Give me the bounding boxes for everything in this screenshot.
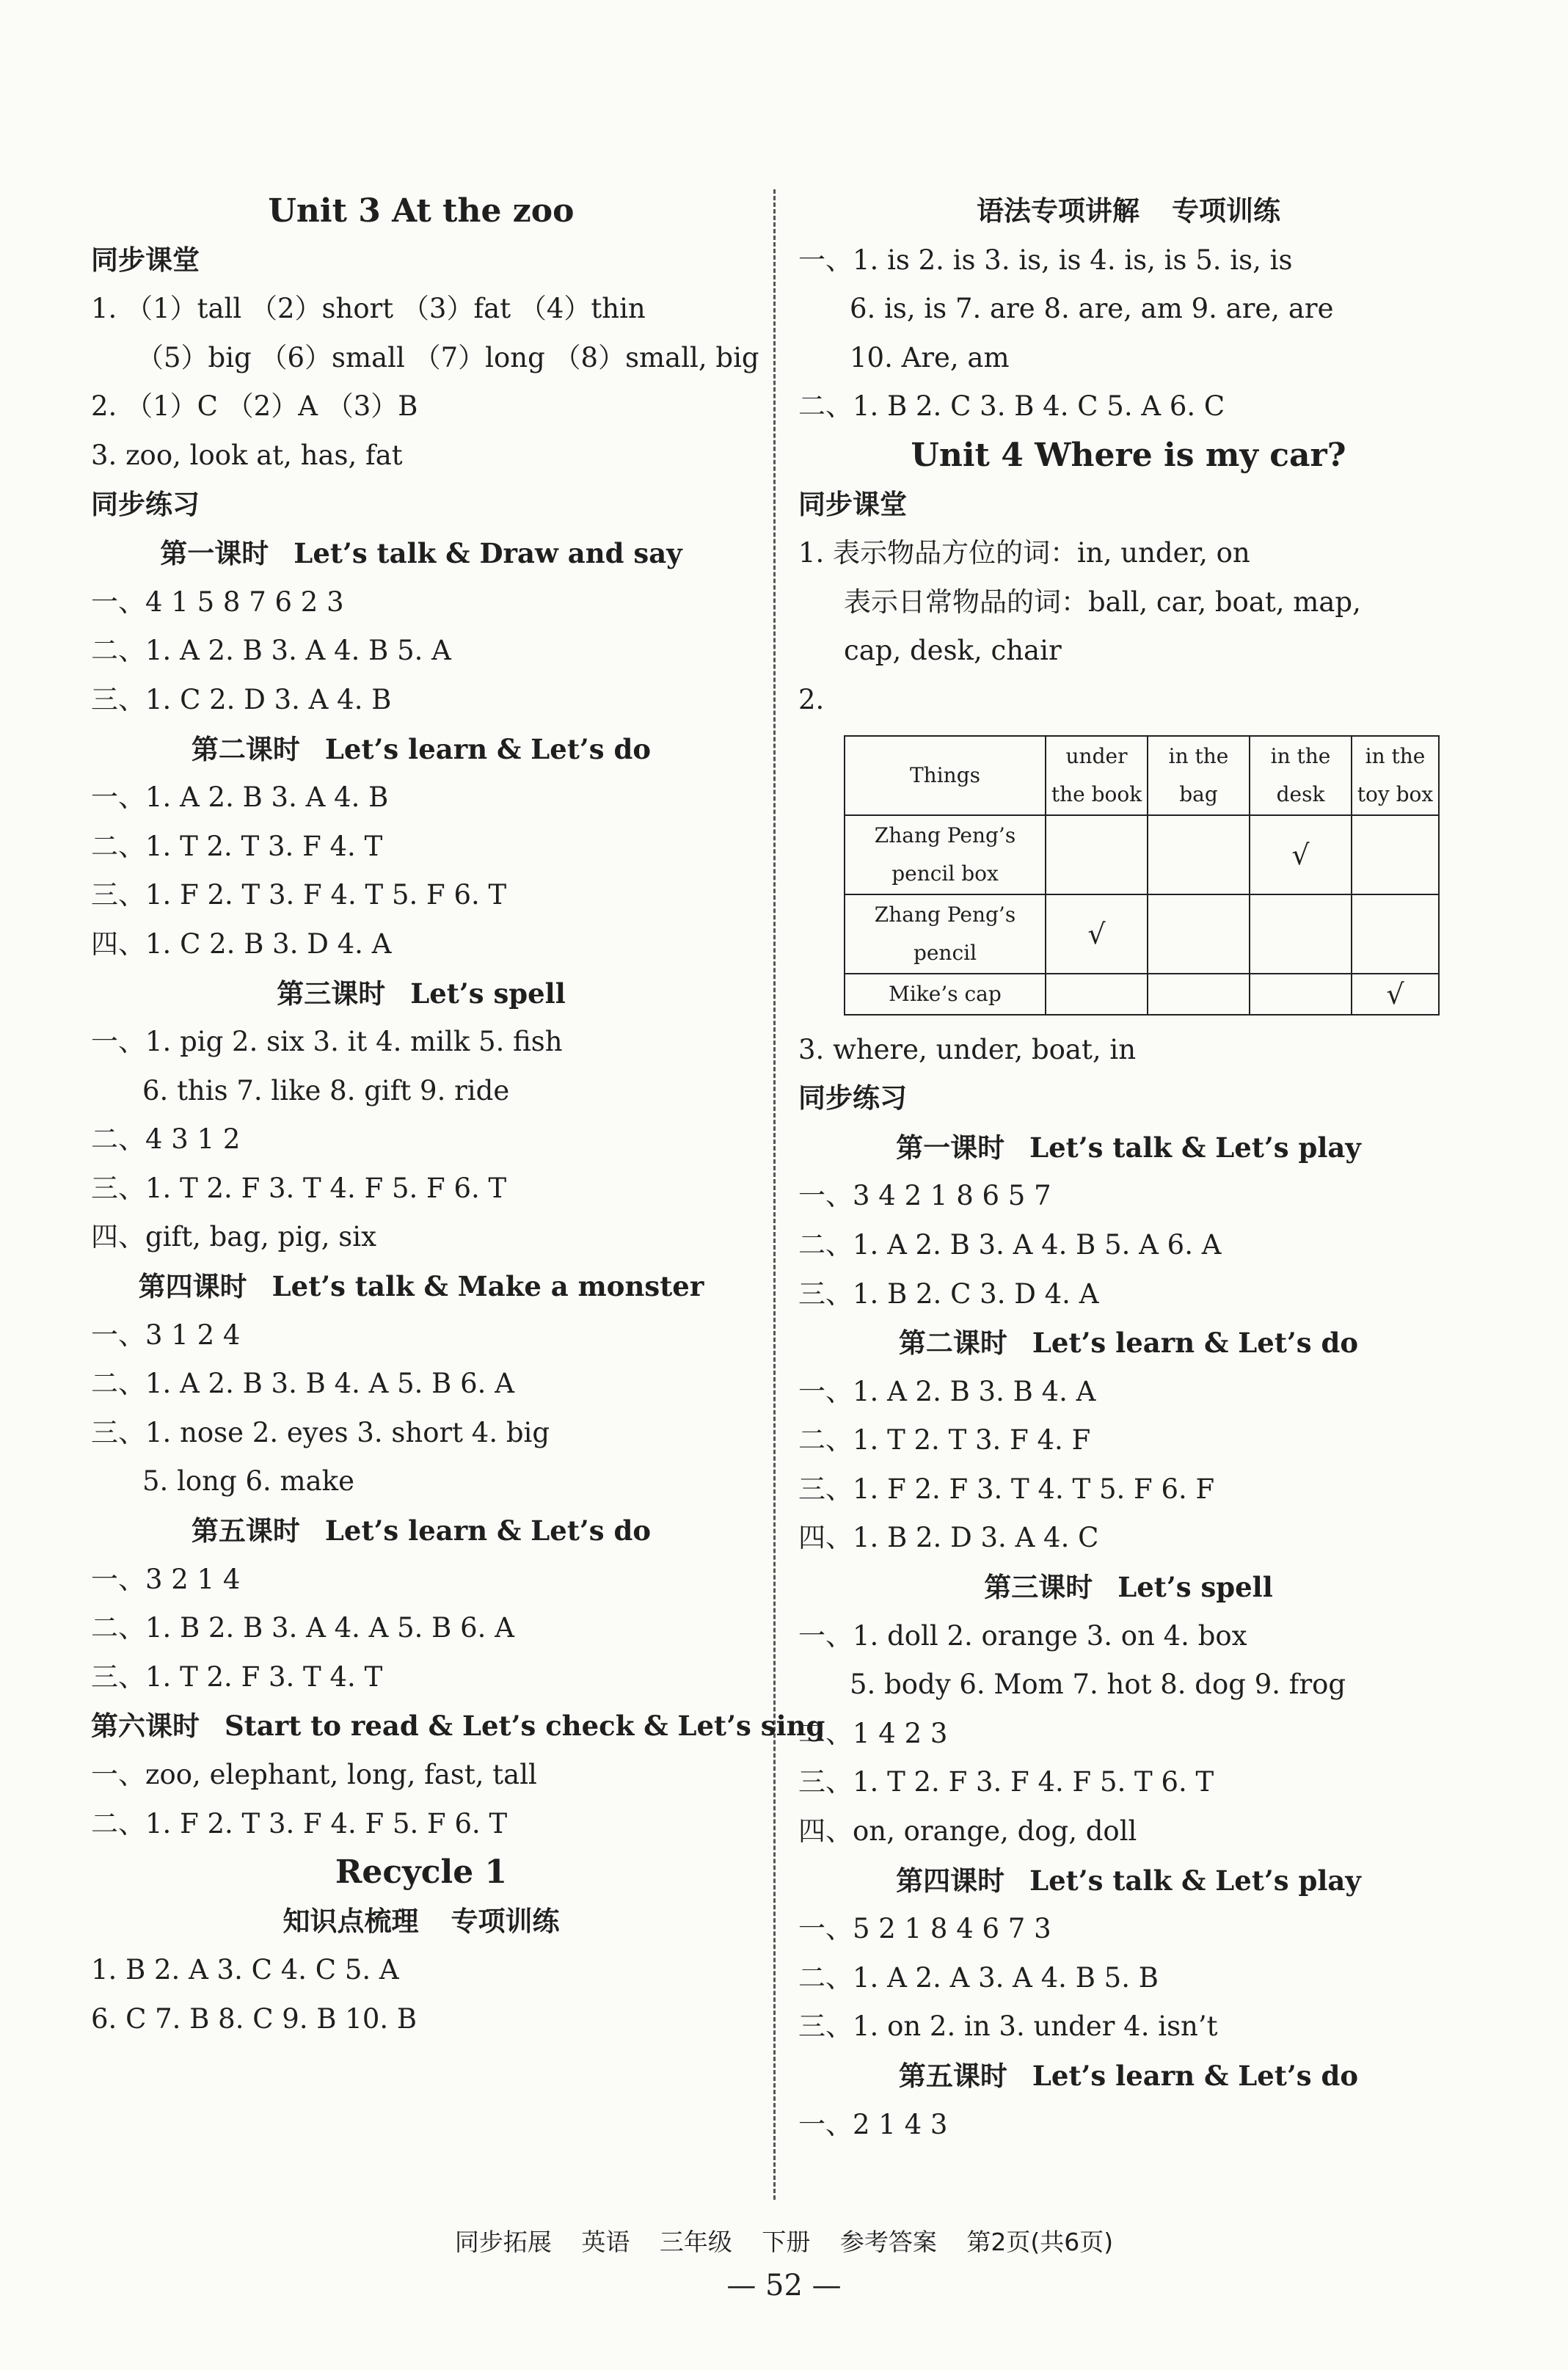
check-mark: √ [1250, 815, 1352, 894]
answer-line: 三、1. on 2. in 3. under 4. isn’t [798, 2010, 1218, 2043]
answer-line: 二、1. F 2. T 3. F 4. F 5. F 6. T [91, 1807, 508, 1840]
answer-line: 三、1. T 2. F 3. T 4. F 5. F 6. T [91, 1172, 507, 1204]
answer-line: 2. （1）C （2）A （3）B [91, 390, 418, 423]
answer-line: 二、1. T 2. T 3. F 4. T [91, 830, 383, 862]
lesson-heading: 第四课时 Let’s talk & Let’s play [896, 1864, 1361, 1897]
table-header: Things [845, 736, 1046, 815]
table-row [845, 894, 1439, 974]
left-column [91, 187, 825, 2044]
answer-line: 三、1. F 2. F 3. T 4. T 5. F 6. F [798, 1473, 1215, 1505]
answer-line: 一、zoo, elephant, long, fast, tall [91, 1759, 537, 1790]
table-cell [1148, 894, 1250, 974]
table-cell [1250, 894, 1352, 974]
table-header: in the toy box [1352, 736, 1439, 815]
answer-line: 1. 表示物品方位的词：in, under, on [798, 537, 1250, 569]
table-cell [1148, 815, 1250, 894]
table-header: under the book [1046, 736, 1148, 815]
answer-line: 二、1. A 2. B 3. A 4. B 5. A [91, 635, 451, 667]
answer-line: 1. （1）tall （2）short （3）fat （4）thin [91, 293, 646, 325]
table-row [845, 815, 1439, 894]
lesson-heading: 第一课时 Let’s talk & Draw and say [160, 537, 682, 570]
answer-line: 一、3 4 2 1 8 6 5 7 [798, 1180, 1051, 1212]
answer-line: cap, desk, chair [844, 635, 1062, 667]
answer-line: 四、gift, bag, pig, six [91, 1221, 376, 1253]
answer-line: 一、1. is 2. is 3. is, is 4. is, is 5. is, is [798, 244, 1293, 276]
answer-line: 二、1. T 2. T 3. F 4. F [798, 1424, 1091, 1456]
answer-line: 3. zoo, look at, has, fat [91, 439, 403, 471]
table-cell [1148, 974, 1250, 1015]
table-cell [1046, 815, 1148, 894]
lesson-heading: 第三课时 Let’s spell [277, 977, 566, 1010]
answer-line: 5. body 6. Mom 7. hot 8. dog 9. frog [850, 1669, 1346, 1701]
answer-line: 一、2 1 4 3 [798, 2108, 948, 2140]
answer-line: 三、1. T 2. F 3. T 4. T [91, 1660, 383, 1693]
answer-line: 10. Are, am [850, 341, 1010, 373]
lesson-heading: 第五课时 Let’s learn & Let’s do [898, 2060, 1359, 2092]
answer-line: 二、1. A 2. B 3. A 4. B 5. A 6. A [798, 1228, 1222, 1261]
footer-book: 同步拓展 [454, 2228, 552, 2256]
right-column [798, 187, 1459, 2149]
answer-line: 一、3 2 1 4 [91, 1563, 241, 1595]
column-divider [773, 189, 776, 2200]
footer-page-of: 第2页(共6页) [966, 2228, 1114, 2256]
lesson-heading: 第六课时 Start to read & Let’s check & Let’s sing [91, 1710, 825, 1743]
recycle-heading: 知识点梳理 专项训练 [282, 1905, 560, 1937]
page-footer [0, 2223, 1568, 2258]
answer-line: 6. this 7. like 8. gift 9. ride [142, 1074, 510, 1106]
lesson-heading: 第五课时 Let’s learn & Let’s do [191, 1514, 652, 1547]
recycle-title: Recycle 1 [335, 1853, 508, 1892]
answer-line: 四、1. B 2. D 3. A 4. C [798, 1522, 1099, 1554]
table-cell [1352, 815, 1439, 894]
answer-line: 6. is, is 7. are 8. are, am 9. are, are [850, 293, 1334, 325]
answer-line: 3. where, under, boat, in [798, 1033, 1137, 1065]
footer-kind: 参考答案 [839, 2228, 937, 2256]
table-cell: Zhang Peng’s pencil [845, 894, 1046, 974]
answer-line: 三、1. C 2. D 3. A 4. B [91, 683, 392, 715]
footer-term: 下册 [762, 2228, 811, 2256]
answer-line: 一、5 2 1 8 4 6 7 3 [798, 1913, 1051, 1945]
grammar-heading: 语法专项讲解 专项训练 [977, 195, 1280, 227]
answer-line: 二、1. B 2. C 3. B 4. C 5. A 6. C [798, 390, 1225, 423]
lesson-heading: 第一课时 Let’s talk & Let’s play [896, 1131, 1361, 1164]
answer-line: 一、1. pig 2. six 3. it 4. milk 5. fish [91, 1026, 563, 1058]
answer-line: 二、1 4 2 3 [798, 1717, 948, 1749]
page-number: — 52 — [726, 2269, 842, 2302]
table-header-row [845, 736, 1439, 815]
sync-classroom-heading: 同步课堂 [91, 244, 200, 276]
lesson-heading: 第二课时 Let’s learn & Let’s do [191, 732, 652, 765]
unit3-title: Unit 3 At the zoo [268, 192, 575, 230]
footer-grade: 三年级 [659, 2228, 732, 2256]
table-cell [1046, 974, 1148, 1015]
answer-line: 2. [798, 683, 825, 715]
answer-line: 四、on, orange, dog, doll [798, 1815, 1137, 1848]
check-mark: √ [1352, 974, 1439, 1015]
table-cell [1352, 894, 1439, 974]
answer-line: 6. C 7. B 8. C 9. B 10. B [91, 2002, 417, 2035]
table-row [845, 974, 1439, 1015]
things-location-table [844, 735, 1440, 1016]
lesson-heading: 第三课时 Let’s spell [984, 1571, 1273, 1604]
answer-line: 一、3 1 2 4 [91, 1319, 241, 1351]
answer-line: 一、1. A 2. B 3. B 4. A [798, 1375, 1096, 1407]
unit4-title: Unit 4 Where is my car? [911, 436, 1346, 474]
answer-line: 三、1. T 2. F 3. F 4. F 5. T 6. T [798, 1766, 1214, 1798]
answer-line: 三、1. B 2. C 3. D 4. A [798, 1277, 1099, 1310]
answer-line: 一、1. doll 2. orange 3. on 4. box [798, 1619, 1247, 1652]
answer-line: 5. long 6. make [142, 1465, 354, 1498]
answer-line: 二、1. B 2. B 3. A 4. A 5. B 6. A [91, 1612, 514, 1644]
answer-line: 二、4 3 1 2 [91, 1123, 241, 1156]
answer-line: 二、1. A 2. B 3. B 4. A 5. B 6. A [91, 1368, 514, 1400]
lesson-heading: 第四课时 Let’s talk & Make a monster [138, 1270, 704, 1303]
sync-practice-heading: 同步练习 [91, 488, 200, 520]
answer-line: 1. B 2. A 3. C 4. C 5. A [91, 1954, 399, 1986]
answer-line: 二、1. A 2. A 3. A 4. B 5. B [798, 1961, 1159, 1994]
answer-line: 一、4 1 5 8 7 6 2 3 [91, 586, 344, 618]
table-cell: Zhang Peng’s pencil box [845, 815, 1046, 894]
answer-line: 一、1. A 2. B 3. A 4. B [91, 781, 389, 814]
table-header: in the bag [1148, 736, 1250, 815]
table-cell [1250, 974, 1352, 1015]
table-cell: Mike’s cap [845, 974, 1046, 1015]
answer-line: 表示日常物品的词：ball, car, boat, map, [844, 586, 1361, 618]
lesson-heading: 第二课时 Let’s learn & Let’s do [898, 1327, 1359, 1360]
answer-line: （5）big （6）small （7）long （8）small, big [136, 341, 759, 373]
answer-line: 三、1. F 2. T 3. F 4. T 5. F 6. T [91, 879, 507, 911]
table-header: in the desk [1250, 736, 1352, 815]
sync-practice-heading: 同步练习 [798, 1082, 907, 1115]
answer-line: 三、1. nose 2. eyes 3. short 4. big [91, 1416, 550, 1448]
sync-classroom-heading: 同步课堂 [798, 488, 907, 520]
footer-subject: 英语 [581, 2228, 630, 2256]
check-mark: √ [1046, 894, 1148, 974]
answer-line: 四、1. C 2. B 3. D 4. A [91, 927, 392, 960]
